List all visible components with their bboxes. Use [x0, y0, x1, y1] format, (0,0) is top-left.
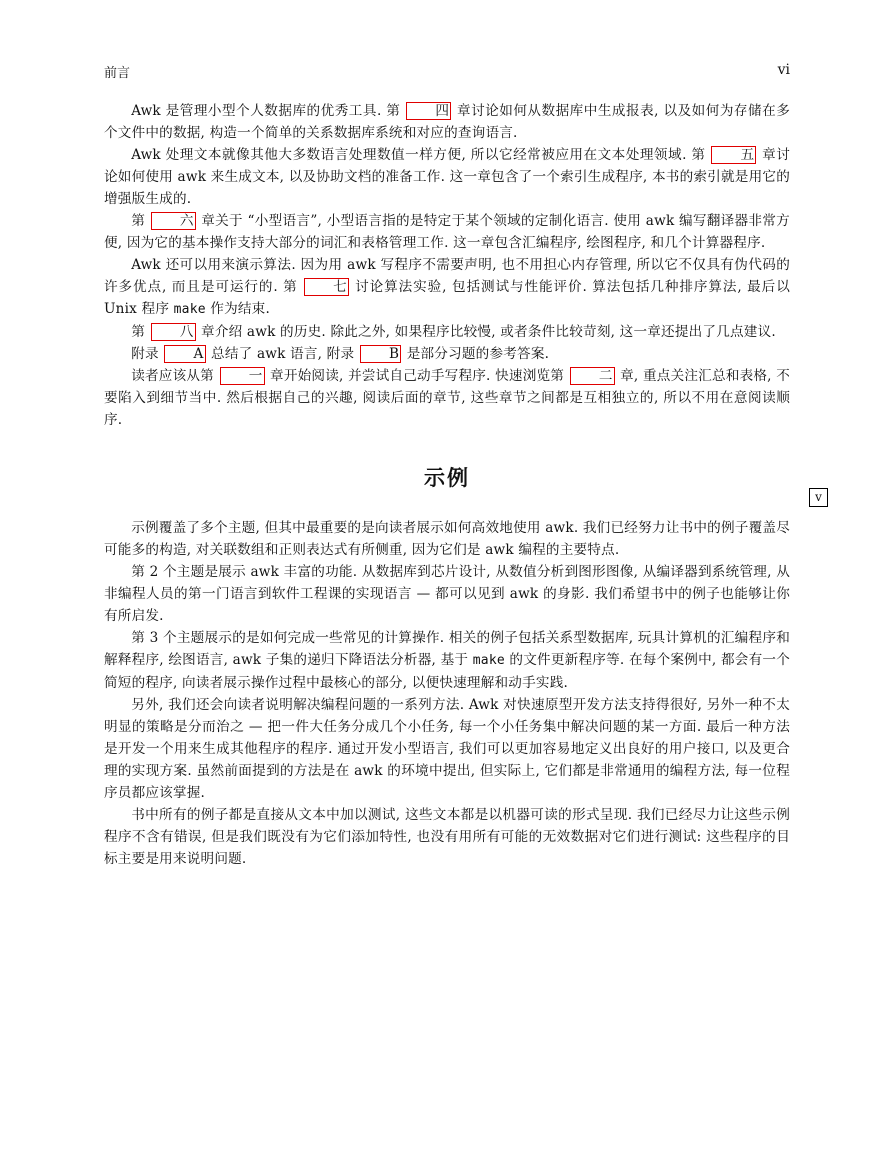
chapter-link[interactable]: 八 [151, 323, 196, 341]
paragraph: Awk 是管理小型个人数据库的优秀工具. 第 四 章讨论如何从数据库中生成报表, 以及如何为存储在多个文件中的数据, 构造一个简单的关系数据库系统和对应的查询语言. [104, 103, 790, 141]
paragraph: Awk 处理文本就像其他大多数语言处理数值一样方便, 所以它经常被应用在文本处理领域. 第 五 章讨论如何使用 awk 来生成文本, 以及协助文档的准备工作. 这一章包含了一个索引生成程序, 本书的索引就是用它的增强版生成的. [104, 147, 791, 207]
running-head: 前言 [104, 66, 131, 81]
examples-section [104, 517, 790, 870]
paragraph: 读者应该从第 一 章开始阅读, 并尝试自己动手写程序. 快速浏览第 二 章, 重点关注汇总和表格, 不要陷入到细节当中. 然后根据自己的兴趣, 阅读后面的章节, 这些章节之间都是互相独立的, 所以不用在意阅读顺序. [104, 368, 791, 428]
chapter-link[interactable]: 二 [570, 367, 615, 385]
page-header [104, 62, 790, 84]
code-text: make [173, 302, 206, 317]
page-number: vi [777, 62, 790, 78]
paragraph: 第 六 章关于 “小型语言”, 小型语言指的是特定于某个领域的定制化语言. 使用 awk 编写翻译器非常方便, 因为它的基本操作支持大部分的词汇和表格管理工作. 这一章包含汇编程序, 绘图程序, 和几个计算器程序. [104, 213, 790, 251]
chapter-link[interactable]: 六 [151, 212, 196, 230]
section-heading: 示例 [424, 466, 470, 490]
margin-page-marker: v [809, 488, 828, 507]
appendix-link[interactable]: B [360, 345, 401, 363]
code-text: make [472, 653, 505, 668]
paragraph: 第 3 个主题展示的是如何完成一些常见的计算操作. 相关的例子包括关系型数据库, 玩具计算机的汇编程序和解释程序, 绘图语言, awk 子集的递归下降语法分析器, 基于 make 的文件更新程序等. 在每个案例中, 都会有一个简短的程序, 向读者展示操作过程中最核心的部分, 以便快速理解和动手实践. [104, 630, 790, 691]
paragraph: 示例覆盖了多个主题, 但其中最重要的是向读者展示如何高效地使用 awk. 我们已经努力让书中的例子覆盖尽可能多的构造, 对关联数组和正则表达式有所侧重, 因为它们是 awk 编程的主要特点. [104, 520, 790, 558]
paragraph: 第 2 个主题是展示 awk 丰富的功能. 从数据库到芯片设计, 从数值分析到图形图像, 从编译器到系统管理, 从非编程人员的第一门语言到软件工程课的实现语言 — 都可以见到 awk 的身影. 我们希望书中的例子也能够让你有所启发. [104, 564, 790, 624]
paragraph: Awk 还可以用来演示算法. 因为用 awk 写程序不需要声明, 也不用担心内存管理, 所以它不仅具有伪代码的许多优点, 而且是可运行的. 第 七 讨论算法实验, 包括测试与性能评价. 算法包括几种排序算法, 最后以 Unix 程序 make 作为结束. [104, 257, 790, 317]
paragraph: 第 八 章介绍 awk 的历史. 除此之外, 如果程序比较慢, 或者条件比较苛刻, 这一章还提出了几点建议. [131, 324, 776, 340]
page-body [104, 100, 790, 870]
paragraph: 另外, 我们还会向读者说明解决编程问题的一系列方法. Awk 对快速原型开发方法支持得很好, 另外一种不太明显的策略是分而治之 — 把一件大任务分成几个小任务, 每一个小任务集中解决问题的某一方面. 最后一种方法是开发一个用来生成其他程序的程序. 通过开发小型语言, 我们可以更加容易地定义出良好的用户接口, 以及更合理的实现方案. 虽然前面提到的方法是在 awk 的环境中提出, 但实际上, 它们都是非常通用的编程方法, 每一位程序员都应该掌握. [104, 697, 790, 801]
paragraph: 书中所有的例子都是直接从文本中加以测试, 这些文本都是以机器可读的形式呈现. 我们已经尽力让这些示例程序不含有错误, 但是我们既没有为它们添加特性, 也没有用所有可能的无效数据对它们进行测试: 这些程序的目标主要是用来说明问题. [104, 807, 790, 867]
preface-section [104, 100, 790, 431]
chapter-link[interactable]: 一 [220, 367, 265, 385]
chapter-link[interactable]: 五 [711, 146, 756, 164]
chapter-link[interactable]: 七 [304, 278, 349, 296]
appendix-link[interactable]: A [164, 345, 205, 363]
chapter-link[interactable]: 四 [406, 102, 451, 120]
paragraph: 附录 A 总结了 awk 语言, 附录 B 是部分习题的参考答案. [131, 346, 550, 362]
